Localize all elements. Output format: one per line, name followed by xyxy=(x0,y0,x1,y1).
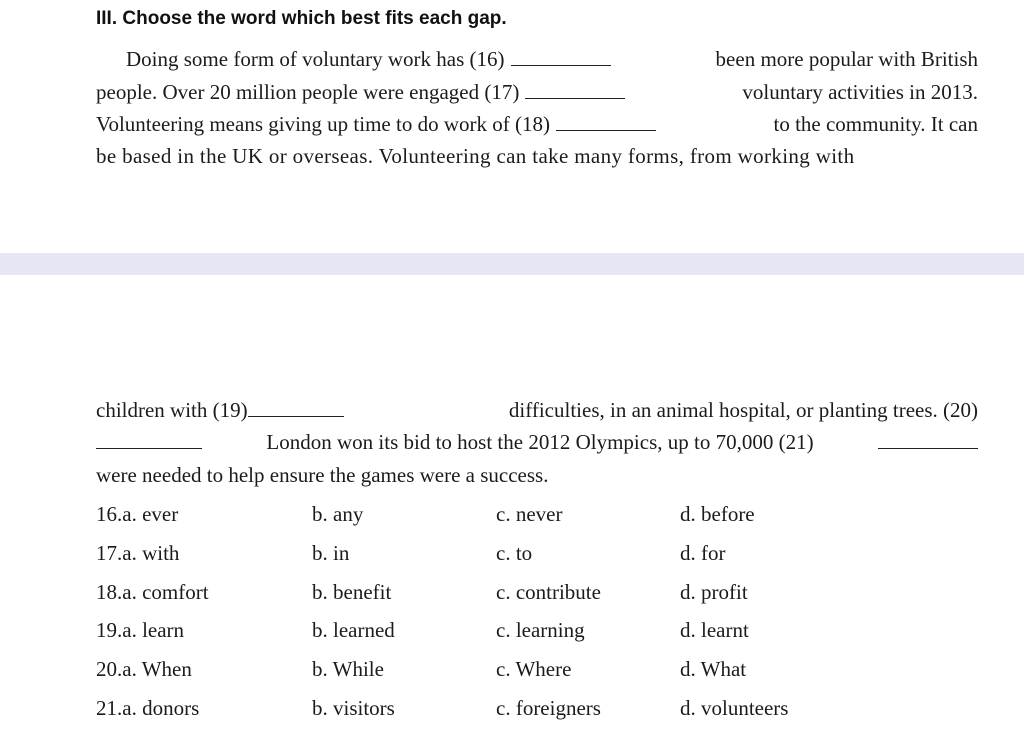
option-c: c. foreigners xyxy=(496,695,601,720)
option-c: c. contribute xyxy=(496,579,601,604)
answer-gap-20 xyxy=(96,430,202,449)
passage-text: difficulties, in an animal hospital, or planting trees. (20) xyxy=(508,398,978,422)
passage-text: Doing some form of voluntary work has (16) xyxy=(126,47,505,71)
answer-gap-21 xyxy=(878,430,978,449)
option-b: b. While xyxy=(312,657,384,682)
passage-line-5 xyxy=(96,396,978,424)
passage-text: Volunteering means giving up time to do work of (18) xyxy=(96,112,550,136)
answer-gap-18 xyxy=(556,112,656,131)
option-a: 19.a. learn xyxy=(96,618,185,643)
passage-line-1 xyxy=(126,45,978,73)
passage-text: London won its bid to host the 2012 Olympics, up to 70,000 (21) xyxy=(266,430,814,454)
passage-line-3 xyxy=(96,110,978,138)
option-d: d. learnt xyxy=(680,618,749,643)
option-c: c. to xyxy=(496,540,533,565)
page-break-band xyxy=(0,253,1024,275)
passage-text: children with (19) xyxy=(96,398,248,422)
passage-text: were needed to help ensure the games were a success. xyxy=(96,463,549,487)
answer-gap-17 xyxy=(525,80,625,99)
passage-text: people. Over 20 million people were engaged (17) xyxy=(96,80,520,104)
option-b: b. benefit xyxy=(312,579,392,604)
option-a: 17.a. with xyxy=(96,540,180,565)
passage-text: to the community. It can xyxy=(773,112,978,136)
option-d: d. before xyxy=(680,502,755,526)
answer-gap-19 xyxy=(248,398,344,417)
option-a: 21.a. donors xyxy=(96,695,200,720)
passage-line-4 xyxy=(96,142,978,170)
exercise-heading: III. Choose the word which best fits each gap. xyxy=(96,8,507,29)
passage-text: been more popular with British xyxy=(715,47,978,71)
option-a: 16.a. ever xyxy=(96,502,179,526)
option-c: c. never xyxy=(496,502,563,526)
option-d: d. volunteers xyxy=(680,695,789,720)
option-b: b. in xyxy=(312,540,350,565)
passage-line-2 xyxy=(96,78,978,106)
option-a: 18.a. comfort xyxy=(96,579,209,604)
option-b: b. learned xyxy=(312,618,395,643)
option-d: d. for xyxy=(680,540,726,565)
option-b: b. any xyxy=(312,502,364,526)
passage-text: be based in the UK or overseas. Volunteering can take many forms, from working with xyxy=(96,144,855,168)
answer-gap-16 xyxy=(511,47,611,66)
option-b: b. visitors xyxy=(312,695,395,720)
option-d: d. What xyxy=(680,657,747,682)
option-c: c. learning xyxy=(496,618,585,643)
option-c: c. Where xyxy=(496,657,572,682)
option-a: 20.a. When xyxy=(96,657,192,682)
passage-line-7 xyxy=(96,461,978,489)
passage-text: voluntary activities in 2013. xyxy=(742,80,978,104)
passage-line-6 xyxy=(96,428,978,456)
option-d: d. profit xyxy=(680,579,748,604)
